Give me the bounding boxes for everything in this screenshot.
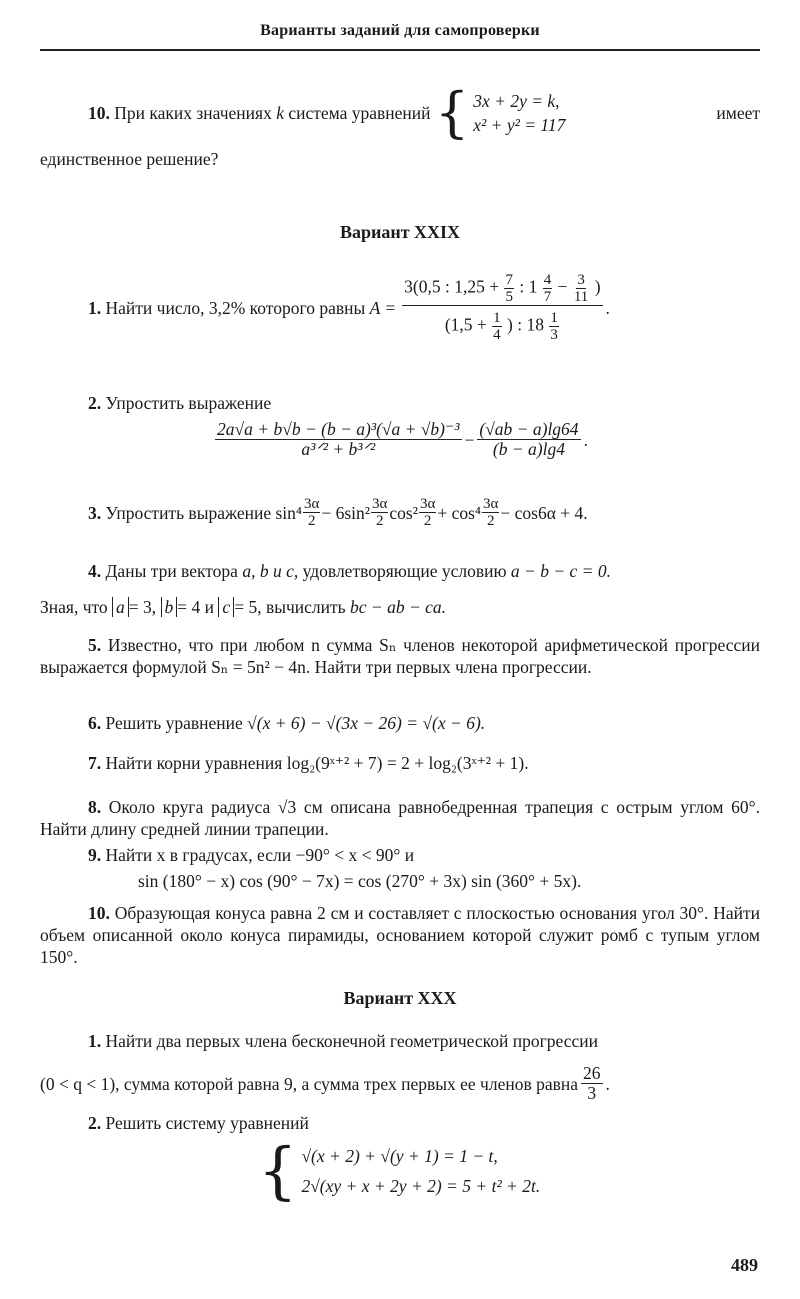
problem-6: [40, 712, 760, 734]
numerator: [402, 272, 602, 306]
den: 3: [587, 1083, 597, 1103]
num: 3α: [372, 496, 388, 512]
expr: (1,5 +: [444, 314, 487, 335]
problem-number: 10.: [88, 903, 110, 923]
problem-text: При каких значениях: [114, 103, 272, 123]
problem-text: имеет: [716, 103, 760, 123]
den: (b − a)lg4: [492, 439, 565, 459]
den: 2: [423, 513, 432, 529]
expr: 3(0,5 : 1,25 +: [404, 276, 500, 297]
abs-value: a: [112, 597, 129, 617]
num: 3α: [304, 496, 320, 512]
problem-number: 2.: [88, 393, 102, 413]
problem-number: 3.: [88, 502, 102, 523]
equation: log₂(9ˣ⁺² + 7) = 2 + log₂(3ˣ⁺² + 1).: [286, 753, 529, 773]
den: 4: [493, 327, 501, 343]
problem-9: [40, 844, 760, 892]
punct: .: [583, 429, 588, 450]
equation: 2√(xy + x + 2y + 2) = 5 + t² + 2t.: [301, 1176, 541, 1196]
expr: − cos6α + 4.: [500, 502, 588, 523]
problem-5: [40, 634, 760, 678]
problem-number: 5.: [88, 635, 102, 655]
fraction: [371, 496, 388, 529]
problem-number: 9.: [88, 845, 102, 865]
den: 2: [307, 513, 316, 529]
variant-title: Вариант XXX: [343, 988, 457, 1008]
num: 2a√a + b√b − (b − a)³(√a + √b)⁻³: [217, 419, 460, 439]
num: 4: [543, 272, 552, 288]
fraction: [492, 310, 502, 343]
main-fraction: [402, 272, 602, 343]
den: 2: [375, 513, 384, 529]
problem-number: 8.: [88, 797, 102, 817]
equation: √(x + 6) − √(3x − 26) = √(x − 6).: [247, 713, 486, 733]
expr: : 1: [519, 276, 538, 297]
expr: sin⁴: [275, 502, 303, 523]
expr: cos²: [389, 502, 418, 523]
problem-text: Решить уравнение: [105, 713, 243, 733]
denominator: [443, 306, 562, 343]
num: (√ab − a)lg64: [479, 419, 579, 439]
problem-text: единственное решение?: [40, 149, 219, 169]
fraction: [581, 1064, 603, 1103]
problem-4: [40, 560, 760, 618]
num: 7: [505, 272, 513, 288]
variable: k: [276, 103, 284, 123]
problem-number: 1.: [88, 297, 102, 318]
den: 5: [505, 289, 513, 305]
system-brace: {: [258, 1134, 298, 1207]
expr: ) : 18: [507, 314, 544, 335]
abs-value: b: [161, 597, 178, 617]
problem-text: Найти два первых члена бесконечной геометрической прогрессии: [105, 1031, 599, 1051]
condition: a − b − c = 0.: [510, 561, 611, 581]
variant-title: Вариант XXIX: [339, 222, 461, 242]
problem-10: [40, 902, 760, 968]
problem-number: 10.: [88, 103, 110, 123]
problem-text: вычислить: [265, 597, 346, 617]
fraction: [543, 272, 553, 305]
problem-text: Решить систему уравнений: [105, 1113, 309, 1133]
den: 3: [550, 327, 558, 343]
problem-7: [40, 752, 760, 774]
problem-text: Даны три вектора: [105, 561, 238, 581]
problem-text: (0 < q < 1), сумма которой равна 9, а сумма трех первых ее членов равна: [40, 1073, 578, 1094]
punct: .: [605, 1073, 610, 1094]
problem-text: Упростить выражение: [105, 393, 272, 413]
problem-1: [40, 272, 760, 343]
problem-text: Зная, что: [40, 597, 108, 617]
equation: sin (180° − x) cos (90° − 7x) = cos (270° + 3x) sin (360° + 5x).: [138, 871, 582, 891]
num: 3: [577, 272, 585, 288]
fraction: [215, 420, 461, 459]
den: 2: [486, 513, 495, 529]
problem-text: Найти x в градусах, если −90° < x < 90° и: [105, 845, 415, 865]
fraction: [549, 310, 559, 343]
num: 3α: [419, 496, 436, 512]
equation: 3x + 2y = k,: [473, 91, 560, 111]
value: = 5,: [234, 597, 262, 617]
problem-1-v30: [40, 1030, 760, 1103]
problem-text: Найти число, 3,2% которого равны: [105, 297, 366, 318]
formula: [40, 420, 760, 459]
problem-number: 1.: [88, 1031, 102, 1051]
problem-text: Упростить выражение: [105, 502, 272, 523]
num: 26: [583, 1063, 601, 1083]
problem-2-v30: [40, 1112, 760, 1207]
problem-text: Около круга радиуса √3 см описана равнобедренная трапеция с острым углом 60°. Найти длину средней линии трапеции.: [40, 797, 761, 839]
abs-value: c: [218, 597, 234, 617]
problem-2: [40, 392, 760, 459]
num: 1: [550, 310, 558, 326]
running-head: Варианты заданий для самопроверки: [260, 22, 540, 39]
problem-number: 2.: [88, 1113, 102, 1133]
problem-text: Известно, что при любом n сумма Sₙ членов некоторой арифметической прогрессии выражается формулой Sₙ = 5n² − 4n. Найти три первых члена прогрессии.: [40, 635, 760, 677]
num: 1: [493, 310, 501, 326]
problem-text: Образующая конуса равна 2 см и составляет с плоскостью основания угол 30°. Найти объем описанной около конуса пирамиды, основанием которой служит ромб с тупым углом 150°.: [40, 903, 760, 967]
page-number: 489: [731, 1255, 758, 1275]
system-brace: {: [434, 81, 470, 144]
expr: + cos⁴: [437, 502, 482, 523]
problem-text: удовлетворяющие условию: [302, 561, 507, 581]
fraction: [482, 496, 499, 529]
value: = 4 и: [177, 597, 215, 617]
fraction: [477, 420, 580, 459]
punct: .: [605, 297, 610, 318]
equations: [301, 1141, 540, 1201]
problem-8: [40, 796, 760, 840]
expr: ): [594, 276, 601, 297]
problem-text: система уравнений: [288, 103, 431, 123]
problem-number: 7.: [88, 753, 102, 773]
vectors: a, b и c,: [242, 561, 299, 581]
den: 11: [573, 289, 589, 305]
problem-10-top: [40, 81, 760, 170]
fraction: [573, 272, 589, 305]
problem-3: [40, 496, 760, 529]
fraction: [303, 496, 320, 529]
equation-system: [40, 1134, 760, 1207]
num: 3α: [483, 496, 499, 512]
expr: − 6sin²: [321, 502, 371, 523]
fraction: [419, 496, 436, 529]
operator: −: [464, 429, 475, 450]
value: = 3,: [128, 597, 157, 617]
equation-system: [473, 89, 565, 137]
problem-text: Найти корни уравнения: [105, 753, 283, 773]
header-rule: [40, 49, 760, 51]
fraction: [504, 272, 514, 305]
den: 7: [543, 289, 552, 305]
equation: √(x + 2) + √(y + 1) = 1 − t,: [301, 1146, 498, 1166]
expression: bc − ab − ca.: [350, 597, 447, 617]
problem-number: 6.: [88, 713, 102, 733]
formula-lhs: A =: [369, 297, 397, 318]
equation: x² + y² = 117: [473, 115, 566, 135]
expr: −: [557, 276, 568, 297]
problem-number: 4.: [88, 561, 102, 581]
den: a³ᐟ² + b³ᐟ²: [301, 439, 376, 459]
